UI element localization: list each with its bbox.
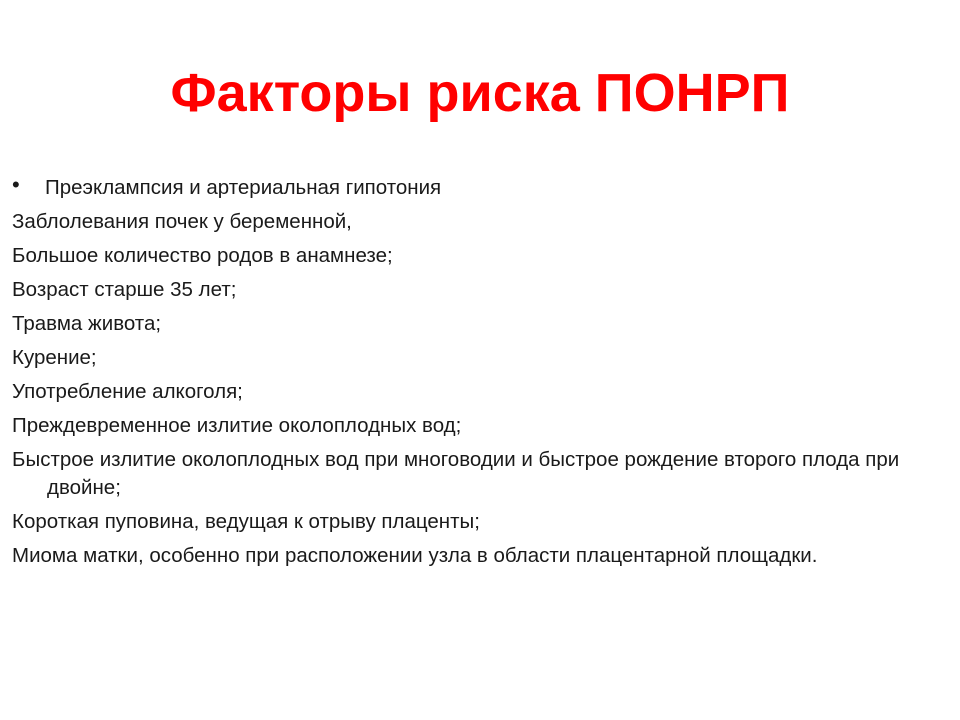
list-item-text: Преэклампсия и артериальная гипотония	[45, 176, 442, 199]
list-item-bulleted	[12, 174, 942, 202]
bullet-icon: •	[12, 172, 20, 197]
list-item: Курение;	[12, 346, 97, 369]
list-item: Заблолевания почек у беременной,	[12, 210, 352, 233]
slide-title: Факторы риска ПОНРП	[170, 63, 790, 123]
risk-factors-list	[12, 174, 942, 576]
list-item: Возраст старше 35 лет;	[12, 278, 237, 301]
list-item: Большое количество родов в анамнезе;	[12, 244, 393, 267]
list-item: Преждевременное излитие околоплодных вод;	[12, 414, 462, 437]
list-item: Миома матки, особенно при расположении узла в области плацентарной площадки.	[12, 544, 818, 567]
list-item: Травма живота;	[12, 312, 162, 335]
list-item: Короткая пуповина, ведущая к отрыву плаценты;	[12, 510, 480, 533]
list-item: Быстрое излитие околоплодных вод при многоводии и быстрое рождение второго плода при двойне;	[12, 448, 900, 499]
list-item: Употребление алкоголя;	[12, 380, 243, 403]
